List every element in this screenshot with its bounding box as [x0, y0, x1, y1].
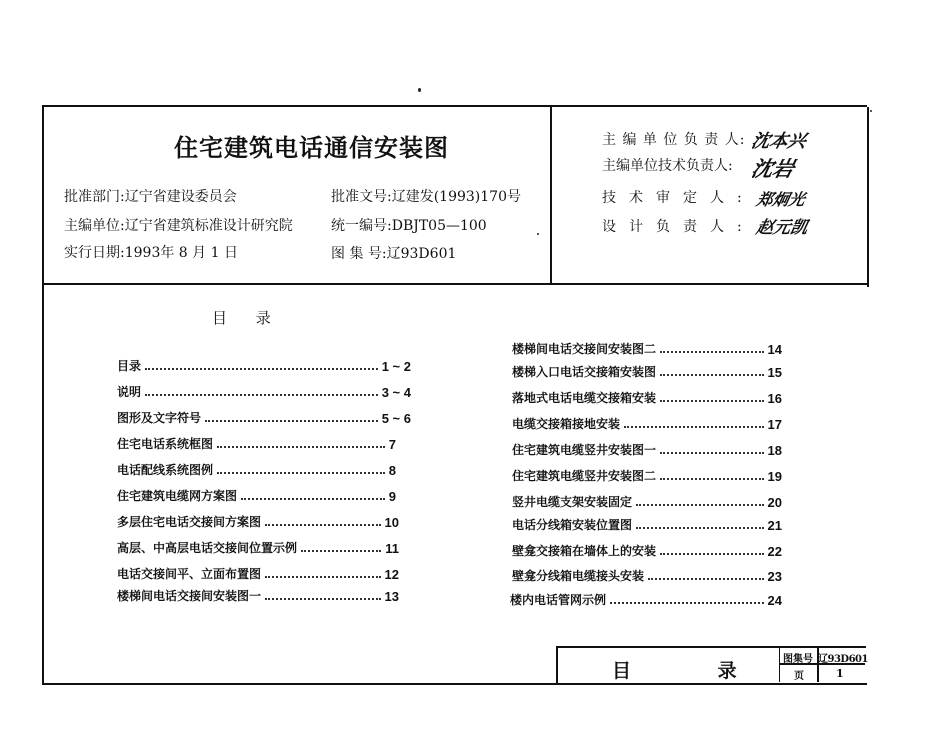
leader-dots — [660, 374, 764, 376]
leader-dots — [301, 550, 381, 552]
toc-item-page: 11 — [385, 541, 399, 556]
toc-item-title: 住宅建筑电缆竖井安装图二 — [512, 469, 657, 483]
toc-item[interactable] — [512, 490, 782, 510]
toc-item-page: 5 ~ 6 — [381, 411, 411, 426]
tech-head-label: 主编单位技术负责人: — [602, 158, 733, 174]
toc-item[interactable] — [117, 584, 399, 604]
effective-date: 实行日期:1993年 8 月 1 日 — [64, 245, 238, 261]
toc-item[interactable] — [510, 588, 782, 608]
toc-item-page: 12 — [384, 567, 399, 582]
reviewer-signature: 郑炯光 — [754, 190, 807, 209]
toc-item-title: 电话配线系统图例 — [117, 463, 214, 477]
scan-speck — [537, 233, 539, 235]
page-label: 页 — [794, 671, 804, 682]
toc-item-title: 落地式电话电缆交接箱安装 — [512, 391, 657, 405]
leader-dots — [145, 368, 378, 370]
toc-item-title: 壁龛分线箱电缆接头安装 — [512, 569, 645, 583]
toc-item[interactable] — [117, 458, 396, 478]
chief-unit-head-signature: 沈本兴 — [749, 131, 808, 152]
toc-item-page: 7 — [388, 437, 396, 452]
toc-item-title: 楼梯间电话交接间安装图一 — [117, 589, 262, 603]
toc-item[interactable] — [512, 513, 782, 533]
toc-item-page: 21 — [767, 518, 782, 533]
leader-dots — [205, 420, 378, 422]
chief-unit-head-label: 主 编 单 位 负 责 人: — [602, 132, 746, 148]
toc-item[interactable] — [512, 337, 782, 357]
toc-item[interactable] — [512, 386, 782, 406]
toc-item-page: 16 — [767, 391, 782, 406]
atlas-no-label: 图集号 — [783, 654, 813, 665]
frame-right-edge — [867, 107, 869, 287]
leader-dots — [636, 504, 764, 506]
unified-no: 统一编号:DBJT05—100 — [331, 218, 487, 234]
toc-item[interactable] — [512, 539, 782, 559]
scan-speck — [870, 110, 872, 112]
toc-item-title: 壁龛交接箱在墙体上的安装 — [512, 544, 657, 558]
toc-item[interactable] — [117, 380, 411, 400]
header-divider — [550, 107, 552, 285]
leader-dots — [241, 498, 385, 500]
toc-item-page: 23 — [767, 569, 782, 584]
toc-item-page: 20 — [767, 495, 782, 510]
toc-heading: 目 录 — [212, 309, 283, 327]
toc-item-page: 19 — [767, 469, 782, 484]
atlas-no-value: 辽93D601 — [818, 654, 868, 665]
toc-item[interactable] — [512, 438, 782, 458]
toc-item-title: 图形及文字符号 — [117, 411, 202, 425]
design-head-label: 设计负责人: — [602, 219, 755, 235]
approval-doc-no: 批准文号:辽建发(1993)170号 — [331, 189, 521, 205]
toc-item[interactable] — [117, 432, 396, 452]
toc-item-title: 高层、中高层电话交接间位置示例 — [117, 541, 298, 555]
toc-item-page: 17 — [767, 417, 782, 432]
leader-dots — [660, 400, 764, 402]
leader-dots — [265, 598, 381, 600]
toc-item-page: 18 — [767, 443, 782, 458]
leader-dots — [624, 426, 764, 428]
toc-item[interactable] — [117, 406, 411, 426]
toc-item[interactable] — [512, 360, 782, 380]
toc-item-title: 电话交接间平、立面布置图 — [117, 567, 262, 581]
chief-unit: 主编单位:辽宁省建筑标准设计研究院 — [64, 218, 293, 234]
design-head-signature: 赵元凯 — [754, 218, 810, 238]
toc-item[interactable] — [117, 484, 396, 504]
leader-dots — [648, 578, 764, 580]
header-bottom-border — [44, 283, 867, 285]
page-value: 1 — [836, 667, 844, 680]
leader-dots — [265, 524, 381, 526]
leader-dots — [636, 527, 764, 529]
toc-item[interactable] — [512, 464, 782, 484]
scan-speck — [418, 88, 421, 92]
toc-item[interactable] — [117, 536, 399, 556]
toc-item[interactable] — [117, 354, 411, 374]
toc-item[interactable] — [512, 412, 782, 432]
document-title: 住宅建筑电话通信安装图 — [174, 133, 449, 162]
toc-item-title: 住宅电话系统框图 — [117, 437, 214, 451]
toc-item[interactable] — [117, 562, 399, 582]
toc-item-page: 15 — [767, 365, 782, 380]
toc-item-page: 10 — [384, 515, 399, 530]
toc-item-page: 22 — [767, 544, 782, 559]
leader-dots — [217, 446, 385, 448]
toc-item-title: 竖井电缆支架安装固定 — [512, 495, 633, 509]
leader-dots — [660, 478, 764, 480]
toc-item-title: 楼内电话管网示例 — [510, 593, 607, 607]
toc-item-page: 1 ~ 2 — [381, 359, 411, 374]
leader-dots — [660, 452, 764, 454]
toc-item-title: 电话分线箱安装位置图 — [512, 518, 633, 532]
title-block-title: 目 录 — [612, 660, 777, 682]
leader-dots — [610, 602, 764, 604]
leader-dots — [217, 472, 385, 474]
tech-head-signature: 沈岩 — [749, 156, 797, 181]
toc-item[interactable] — [512, 564, 782, 584]
toc-item-title: 住宅建筑电缆网方案图 — [117, 489, 238, 503]
toc-item-title: 多层住宅电话交接间方案图 — [117, 515, 262, 529]
toc-item-page: 3 ~ 4 — [381, 385, 411, 400]
leader-dots — [660, 351, 764, 353]
leader-dots — [265, 576, 381, 578]
toc-item-page: 13 — [384, 589, 399, 604]
toc-item-title: 目录 — [117, 359, 142, 373]
leader-dots — [660, 553, 764, 555]
toc-item-title: 电缆交接箱接地安装 — [512, 417, 621, 431]
toc-item-title: 说明 — [117, 385, 142, 399]
approval-dept: 批准部门:辽宁省建设委员会 — [64, 189, 237, 205]
toc-item-page: 14 — [767, 342, 782, 357]
toc-item-title: 住宅建筑电缆竖井安装图一 — [512, 443, 657, 457]
atlas-no: 图 集 号:辽93D601 — [331, 246, 457, 262]
toc-item[interactable] — [117, 510, 399, 530]
toc-item-page: 9 — [388, 489, 396, 504]
toc-item-page: 24 — [767, 593, 782, 608]
reviewer-label: 技术审定人: — [602, 190, 755, 206]
toc-item-page: 8 — [388, 463, 396, 478]
leader-dots — [145, 394, 378, 396]
toc-item-title: 楼梯间电话交接间安装图二 — [512, 342, 657, 356]
toc-item-title: 楼梯入口电话交接箱安装图 — [512, 365, 657, 379]
